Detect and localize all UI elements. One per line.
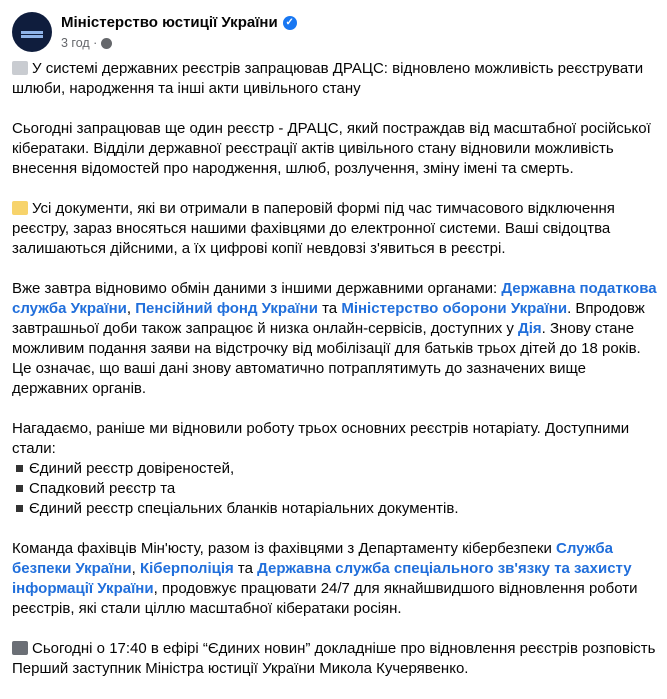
text: , (126, 300, 136, 317)
paragraph (12, 639, 660, 679)
link-cyberpolice[interactable]: Кіберполіція (139, 560, 234, 577)
text: . Впродовж завтрашньої доби також запрацює й низка онлайн-сервісів, доступних у (12, 300, 645, 337)
folder-icon (12, 201, 28, 215)
avatar[interactable] (12, 12, 52, 52)
link-sbu[interactable]: Служба безпеки України (12, 540, 613, 577)
link-tax-service[interactable]: Державна податкова служба України (12, 280, 657, 317)
paragraph: Нагадаємо, раніше ми відновили роботу трьох основних реєстрів нотаріату. Доступними стали: (12, 420, 630, 457)
megaphone-icon (12, 61, 28, 75)
text: , (131, 560, 140, 577)
post-header (12, 12, 297, 52)
paragraph (12, 539, 660, 619)
text: , продовжує працювати 24/7 для якнайшвидшого відновлення роботи реєстрів, які стали ціллю масштабної кібератаки росіян. (12, 580, 638, 617)
text: Команда фахівців Мін'юсту, разом із фахівцями з Департаменту кібербезпеки (12, 540, 557, 557)
paragraph-title (12, 59, 660, 99)
list-item: Спадковий реєстр та (12, 479, 660, 499)
logo-icon (21, 31, 43, 34)
post-body (12, 59, 660, 699)
link-pension-fund[interactable]: Пенсійний фонд України (135, 300, 318, 317)
text: Вже завтра відновимо обмін даними з іншими державними органами: (12, 280, 502, 297)
post-time-link[interactable]: 3 год (61, 36, 90, 50)
paragraph (12, 279, 660, 399)
text: У системі державних реєстрів запрацював ДРАЦС: відновлено можливість реєструвати шлюби, народження та інші акти цивільного стану (12, 60, 644, 97)
paragraph (12, 199, 660, 259)
registry-list (12, 459, 660, 519)
globe-icon (101, 38, 112, 49)
page-name-link[interactable]: Міністерство юстиції України (61, 14, 278, 31)
video-camera-icon (12, 641, 28, 655)
link-diia[interactable]: Дія (518, 320, 542, 337)
paragraph: Сьогодні запрацював ще один реєстр - ДРАЦС, який постраждав від масштабної російської кібератаки. Відділи державної реєстрації актів цивільного стану відновили можливість внесення відомостей про народження, шлюб, розлучення, зміну імені та смерть. (12, 120, 651, 177)
separator: · (93, 36, 98, 50)
text: та (233, 560, 258, 577)
verified-badge-icon: ✓ (283, 16, 297, 30)
list-item: Єдиний реєстр довіреностей, (12, 459, 660, 479)
list-item: Єдиний реєстр спеціальних бланків нотаріальних документів. (12, 499, 660, 519)
text: та (317, 300, 342, 317)
link-ministry-defence[interactable]: Міністерство оборони України (341, 300, 568, 317)
text: . Знову стане можливим подання заяви на відстрочку від мобілізації для батьків трьох дітей до 18 років. Це означає, що ваші дані знову автоматично потраплятимуть до зазначених вище державних органів. (12, 320, 641, 397)
text: Усі документи, які ви отримали в паперовій формі під час тимчасового відключення реєстру, зараз вносяться нашими фахівцями до електронної системи. Ваші свідоцтва залишаються дійсними, а їх цифрові копії невдовзі з'явиться в реєстрі. (12, 200, 615, 257)
text: Сьогодні о 17:40 в ефірі “Єдиних новин” докладніше про відновлення реєстрів розповість Перший заступник Міністра юстиції України Микола Кучерявенко. (12, 640, 656, 677)
link-sszzi[interactable]: Державна служба спеціального зв'язку та захисту інформації України (12, 560, 632, 597)
